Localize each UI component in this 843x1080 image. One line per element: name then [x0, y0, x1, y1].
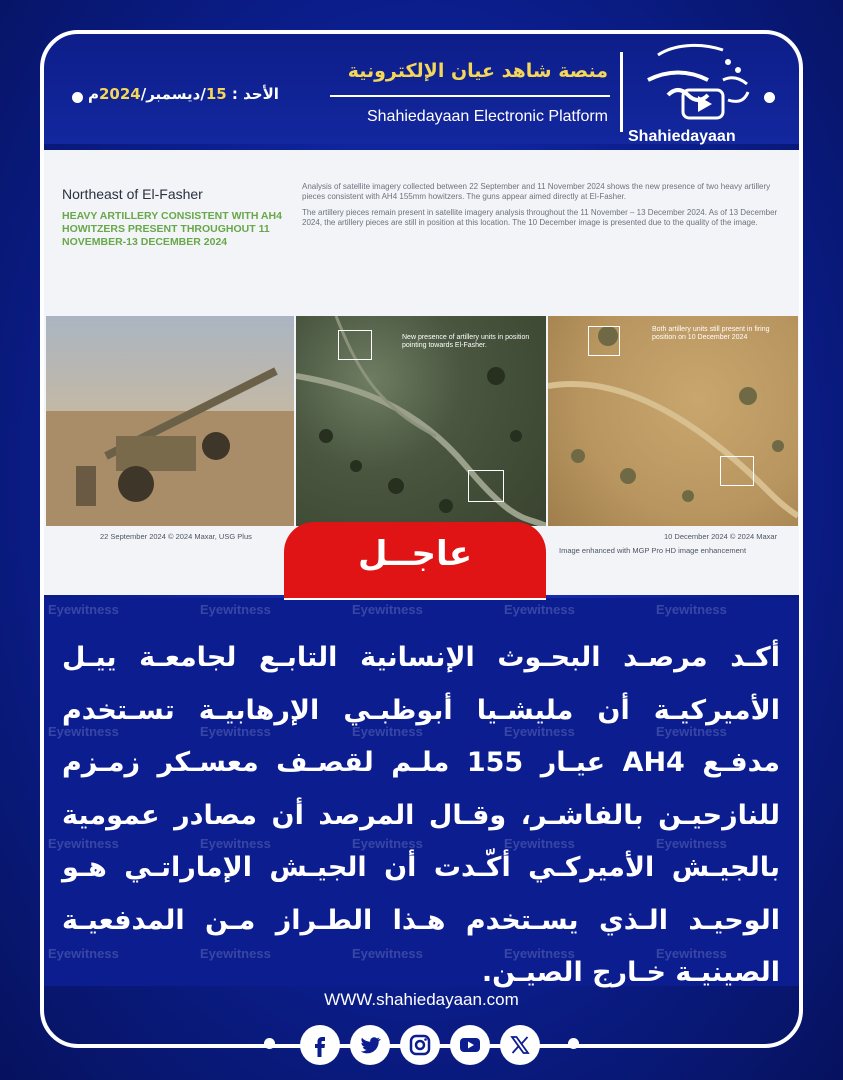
article-text: أكـد مرصـد البحـوث الإنسانية التابـع لجامعـة ييـل الأميركيـة أن مليشـيا أبوظبـي الإرهابيـة تسـتخدم مدفـع AH4 عيـار 155 ملـم لقصـف معسـكر زمـزم للنازحيـن بالفاشـر، وقـال المرصد أن مصادر عمومية بالجيـش الأميركـي أكّـدت أن الجيـش الإماراتـي هـو الوحيـد الـذي يسـتخدم هـذا الطـراز مـن المدفعيـة الصينيـة خـارج الصيـن.: [62, 642, 780, 988]
photo-caption: Image enhanced with MGP Pro HD image enhancement: [559, 546, 747, 555]
youtube-icon-glyph: [458, 1033, 482, 1057]
watermark: Eyewitness: [656, 602, 727, 617]
watermark: Eyewitness: [656, 724, 727, 739]
watermark: Eyewitness: [504, 602, 575, 617]
urgent-label: عاجــل: [357, 534, 473, 574]
facebook-icon[interactable]: [300, 1025, 340, 1065]
watermark: Eyewitness: [352, 602, 423, 617]
watermark: Eyewitness: [200, 724, 271, 739]
watermark: Eyewitness: [48, 724, 119, 739]
watermark: Eyewitness: [48, 602, 119, 617]
annotation: New presence of artillery units in position pointing towards El-Fasher.: [402, 334, 530, 349]
date-suffix: م: [88, 85, 99, 103]
date-month: /ديسمبر/: [140, 85, 206, 103]
twitter-icon-glyph: [358, 1033, 382, 1057]
date-year: 2024: [99, 85, 141, 103]
twitter-icon[interactable]: [350, 1025, 390, 1065]
annotation: Both artillery units still present in firing position on 10 December 2024: [652, 326, 770, 341]
facebook-icon-glyph: [308, 1033, 332, 1057]
watermark: Eyewitness: [48, 836, 119, 851]
youtube-icon[interactable]: [450, 1025, 490, 1065]
instagram-icon[interactable]: [400, 1025, 440, 1065]
date-day: الأحد :: [231, 85, 279, 103]
watermark: Eyewitness: [200, 602, 271, 617]
report-paragraph: Analysis of satellite imagery collected between 22 September and 11 November 2024 shows the new presence of two heavy artillery pieces consistent with AH4 155mm howitzers. The guns appear aimed directly at El-Fasher.: [302, 182, 771, 201]
instagram-icon-glyph: [408, 1033, 432, 1057]
report-subtitle: HEAVY ARTILLERY CONSISTENT WITH AH4 HOWITZERS PRESENT THROUGHOUT 11 NOVEMBER-13 DECEMBER 2024: [62, 210, 282, 248]
watermark: Eyewitness: [656, 946, 727, 961]
frame-dot: [264, 1038, 275, 1049]
x-icon-glyph: [508, 1033, 532, 1057]
frame-dot: [764, 92, 775, 103]
photo-caption: 22 September 2024 © 2024 Maxar, USG Plus: [100, 532, 252, 541]
brand-name-arabic: منصة شاهد عيان الإلكترونية: [347, 60, 608, 82]
website-link[interactable]: WWW.shahiedayaan.com: [324, 990, 519, 1009]
watermark: Eyewitness: [504, 724, 575, 739]
report-title: Northeast of El-Fasher: [62, 186, 203, 202]
brand-name-english: Shahiedayaan Electronic Platform: [366, 108, 608, 125]
photo-caption: 10 December 2024 © 2024 Maxar: [664, 532, 778, 541]
report-paragraph: The artillery pieces remain present in satellite imagery analysis throughout the 11 November – 13 December 2024. As of 13 December 2024, the artillery pieces are still in position at this location. The 10 December image is presented due to the quality of the image.: [302, 208, 778, 227]
watermark: Eyewitness: [352, 724, 423, 739]
x-icon[interactable]: [500, 1025, 540, 1065]
watermark: Eyewitness: [352, 836, 423, 851]
social-links: [300, 1025, 540, 1063]
watermark: Eyewitness: [656, 836, 727, 851]
watermark: Eyewitness: [504, 836, 575, 851]
frame-dot: [568, 1038, 579, 1049]
watermark: Eyewitness: [504, 946, 575, 961]
logo-text: Shahiedayaan: [628, 128, 736, 145]
watermark: Eyewitness: [200, 836, 271, 851]
page-frame: [40, 30, 803, 1048]
watermark: Eyewitness: [48, 946, 119, 961]
date-num: 15: [205, 85, 227, 103]
watermark: Eyewitness: [200, 946, 271, 961]
watermark: Eyewitness: [352, 946, 423, 961]
